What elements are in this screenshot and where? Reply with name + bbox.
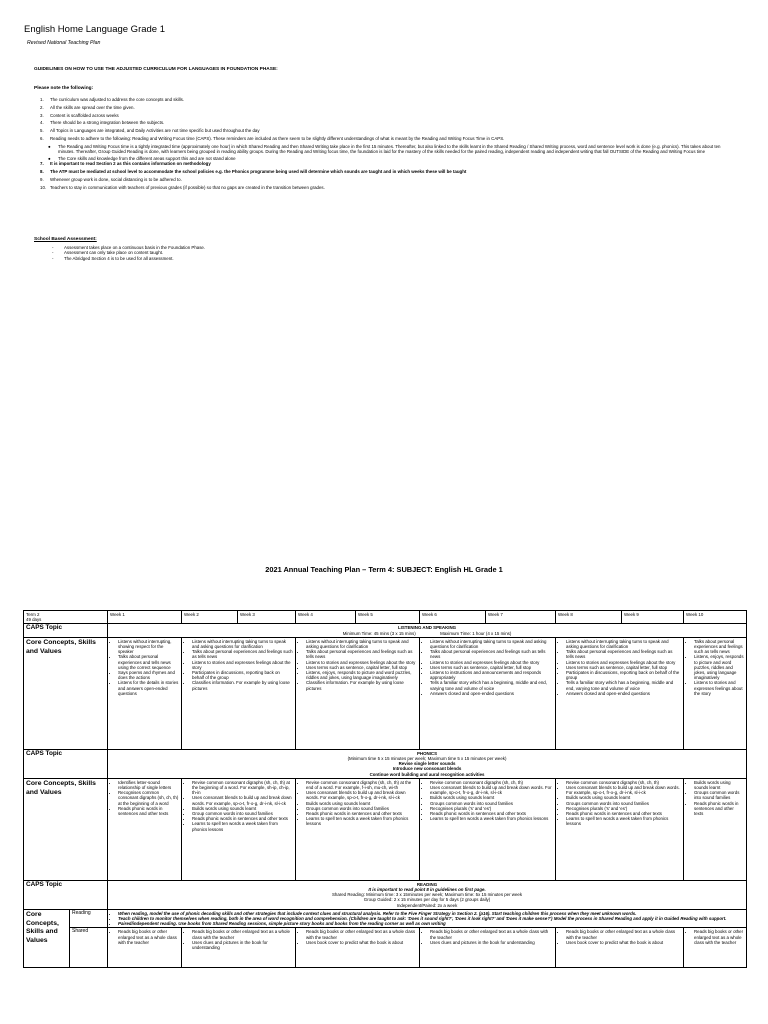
- guideline-item: 1. The curriculum was adjusted to address the core concepts and skills.: [40, 97, 184, 102]
- skill-item: • Listens without interrupting, showing respect for the speaker: [118, 639, 179, 655]
- skills-cell: [420, 637, 556, 749]
- skills-cell: [182, 928, 296, 968]
- skill-item: • Builds words using sounds learnt: [694, 780, 744, 790]
- phonics-skills-row: [24, 778, 747, 880]
- skill-item: • Builds words using sounds learnt: [306, 801, 417, 806]
- guideline-item: 7. It is important to read Section 2 as this contains information on methodology: [40, 161, 211, 167]
- skill-item: • Revise common consonant digraphs (sh, ch, th) at the beginning of a word. For example, sh-ip, ch-ip, th-in: [192, 780, 293, 796]
- skill-item: • Groups common words into sound families: [306, 806, 417, 811]
- skill-item: • Uses terms such as sentence, capital letter, full stop: [306, 665, 417, 670]
- skill-item: • Reads big books or other enlarged text as a whole class with the teacher: [694, 929, 744, 945]
- skill-item: • Listens for the details in stories and answers open-ended questions: [118, 680, 179, 696]
- skill-item: • Talks about personal experiences and feelings such as tells news: [306, 649, 417, 659]
- skill-item: • Learns to spell ten words a week taken from phonics lessons: [430, 816, 553, 821]
- week-header: Week 1: [108, 611, 182, 624]
- skills-cell: [108, 637, 182, 749]
- core-concepts-label: Core Concepts, Skills and Values: [24, 909, 70, 968]
- skills-cell: [556, 928, 684, 968]
- skill-item: • Recognises plurals ('s' and 'es'): [566, 806, 681, 811]
- skill-item: • Builds words using sounds learnt: [566, 795, 681, 800]
- guideline-item: 5. All Topics in Languages are integrated, and Daily Activities are not time specific but used throughout the day: [40, 128, 260, 134]
- skill-item: • Recognises plurals ('s' and 'es'): [430, 806, 553, 811]
- guideline-item: 10. Teachers to stay in communication with teachers of previous grades (if possible) so that no gaps are created in the transition between grades.: [40, 184, 325, 190]
- skill-item: • Revise common consonant digraphs (sh, ch, th): [430, 780, 553, 785]
- skill-item: • Builds words using sounds learnt: [430, 795, 553, 800]
- skill-item: • Groups common words into sound families: [566, 801, 681, 806]
- skills-cell: [684, 778, 747, 880]
- week-header: Week 9: [622, 611, 684, 624]
- skill-item: • Revise common consonant digraphs (sh, ch, th): [566, 780, 681, 785]
- skill-item: • Revise common consonant digraphs (sh, ch, th) at the end of a word. For example, f-i-sh, mu-ch, wi-th: [306, 780, 417, 790]
- skills-cell: [556, 778, 684, 880]
- skill-item: • Reads big books or other enlarged text as a whole class with the teacher: [192, 929, 293, 939]
- week-header: Week 3: [238, 611, 296, 624]
- skill-item: • Listens to stories and expresses feelings about the story: [694, 680, 744, 696]
- reading-notes: [108, 909, 747, 928]
- skill-item: • Reads phonic words in sentences and other texts: [694, 801, 744, 817]
- school-assessment-heading: School Based Assessment:: [34, 237, 97, 242]
- assessment-item: - The Abridged Section 4 is to be used for all assessment.: [52, 255, 174, 261]
- skill-item: • Reads phonic words in sentences and other texts: [118, 806, 179, 816]
- shared-reading-row: [24, 928, 747, 968]
- skill-item: • Listens without interrupting taking turns to speak and asking questions for clarification: [306, 639, 417, 649]
- phonics-topic-row: [24, 749, 747, 778]
- skill-item: • Talks about personal experiences and feelings such as tells news: [430, 649, 553, 659]
- skill-item: • Talks about personal experiences and feelings such as tells news: [694, 639, 744, 655]
- listening-topic: LISTENING AND SPEAKING Minimum Time: 45 mins (3 x 15 mins) Maximum Time: 1 hour (4 x 15 mins): [108, 624, 747, 637]
- skill-item: • Groups common words into sound families: [430, 801, 553, 806]
- skill-item: • Reads big books or other enlarged text as a whole class with the teacher: [566, 929, 681, 939]
- skill-item: • Uses clues and pictures in the book for understanding: [430, 940, 553, 945]
- skills-cell: [296, 928, 420, 968]
- skills-cell: [420, 928, 556, 968]
- guideline-item: 4. There should be a strong integration between the subjects.: [40, 120, 165, 126]
- skills-cell: [296, 637, 420, 749]
- reading-label: Reading: [70, 909, 108, 928]
- guidelines-heading: GUIDELINES ON HOW TO USE THE ADJUSTED CURRICULUM FOR LANGUAGES IN FOUNDATION PHASE:: [34, 67, 278, 72]
- skill-item: • Listens to stories and expresses feelings about the story: [430, 660, 553, 665]
- guideline-item: 6. Reading needs to adhere to the following: Reading and Writing Focus time (CAPS). These reminders are included as there seem to be slightly different understandings of what is meant by the Reading and Writing Focus Time in CAPS.: [40, 135, 505, 141]
- skills-cell: [684, 637, 747, 749]
- skill-item: • Listens, enjoys, responds to picture and word puzzles, riddles and jokes, using language imaginatively: [694, 654, 744, 680]
- skill-item: • Listens, enjoys, responds to picture and word puzzles, riddles and jokes, using language imaginatively: [306, 670, 417, 680]
- reading-notes-row: [24, 909, 747, 928]
- skill-item: • Learns to spell ten words a week taken from phonics lessons: [566, 816, 681, 826]
- skill-item: • Talks about personal experiences and feelings such as tells news: [192, 649, 293, 659]
- skills-cell: [108, 928, 182, 968]
- listening-skills-row: [24, 637, 747, 749]
- skill-item: • Uses book cover to predict what the book is about: [306, 940, 417, 945]
- skill-item: • Says poems and rhymes and does the actions: [118, 670, 179, 680]
- skill-item: • Listens to stories and expresses feelings about the story: [192, 660, 293, 670]
- skills-cell: [182, 778, 296, 880]
- skill-item: • Participates in discussions, reporting back on behalf of the group: [192, 670, 293, 680]
- skill-item: • Groups common words into sound families: [694, 790, 744, 800]
- core-concepts-label: Core Concepts, Skills and Values: [24, 637, 108, 749]
- skill-item: • Uses consonant blends to build up and break down words. For example, sp-o-t, fr-o-g, dr-i-nk, sl-i-ck: [306, 790, 417, 800]
- skill-item: • Reads big books or other enlarged text as a whole class with the teacher: [118, 929, 179, 945]
- skill-item: • Listens without interrupting taking turns to speak and asking questions for clarification: [430, 639, 553, 649]
- skill-item: • Answers closed and open-ended questions: [430, 691, 553, 696]
- listening-topic-row: [24, 624, 747, 637]
- shared-label: Shared: [70, 928, 108, 968]
- caps-topic-label: CAPS Topic: [24, 749, 108, 778]
- skill-item: • Uses terms such as sentence, capital letter, full stop: [566, 665, 681, 670]
- header-row: [24, 611, 747, 624]
- skills-cell: [684, 928, 747, 968]
- guideline-item: 2. All the skills are spread over the time given.: [40, 104, 135, 110]
- reading-topic-row: [24, 880, 747, 909]
- skill-item: • Tells a familiar story which has a beginning, middle and end, varying tone and volume of voice: [566, 680, 681, 690]
- skill-item: • Identifies letter-sound relationship of single letters: [118, 780, 179, 790]
- skill-item: • Group common words into sound families: [192, 811, 293, 816]
- skill-item: • Uses consonant blends to build up and break down words. For example, sp-o-t, fr-o-g, dr-i-nk, sl-i-ck: [192, 795, 293, 805]
- week-header: Week 4: [296, 611, 356, 624]
- school-assessment-list: [52, 245, 205, 261]
- skill-item: • Reads phonic words in sentences and other texts: [430, 811, 553, 816]
- week-header: Week 7: [486, 611, 556, 624]
- skill-item: • Recognises common consonant digraphs (sh, ch, th) at the beginning of a word: [118, 790, 179, 806]
- skills-cell: [108, 778, 182, 880]
- skill-item: • When reading, model the use of phonic decoding skills and other strategies that include context clues and structural analysis. Refer to the Five Finger Strategy in Section 2. (p16). Start teaching children this process when they meet unknown words.: [118, 911, 744, 916]
- guideline-sub-bullet: ● The Core skills and knowledge from the different areas support this and are not stand alone: [48, 155, 236, 161]
- guideline-sub-bullet: ● The Reading and Writing Focus time is a tightly integrated time (approximately one hour) in which Shared Reading and then Shared Writing take place in the first 15 minutes. Thereafter, but also linked to the skills learnt in the Shared Reading / Shared Writing process, word and sentence level work is done (e.g. phonics). This takes about ten minutes. Thereafter, Group Guided Reading is done, with learners being grouped in reading ability groups. During the Reading and Writing focus time, the foundation is laid for the mastery of the skills needed for the paired reading, independent reading and independent writing that fall OUTSIDE of the Reading and Writing Focus time: [48, 143, 721, 155]
- skills-cell: [420, 778, 556, 880]
- skill-item: • Builds words using sounds learnt: [192, 806, 293, 811]
- reading-topic: READING It is important to read point 8 in guidelines on first page. Shared Reading: Minimum time: 3 x 15minutes per week; Maximum time: 5x 15 minutes per week Group Guided: 2 x 15 minutes per day for 5 days (2 groups daily) Independent/Paired: 2x a week: [108, 880, 747, 909]
- phonics-topic: PHONICS (Minimum time 5 x 15 minutes per week; Maximum time 5 x 15 minutes per week) Revise single letter sounds Introduce new consonant blends Continue word building and aural recognition activities: [108, 749, 747, 778]
- skill-item: • Reads big books or other enlarged text as a whole class with the teacher: [430, 929, 553, 939]
- skills-cell: [296, 778, 420, 880]
- skill-item: • Participates in discussions, reporting back on behalf of the group: [566, 670, 681, 680]
- week-header: Week 10: [684, 611, 747, 624]
- document-title: English Home Language Grade 1: [24, 24, 166, 35]
- note-heading: Please note the following:: [34, 86, 94, 91]
- skill-item: • Reads phonic words in sentences and other texts: [306, 811, 417, 816]
- skills-cell: [556, 637, 684, 749]
- skill-item: • Reads phonic words in sentences and other texts: [566, 811, 681, 816]
- skill-item: • Listens to stories and expresses feelings about the story: [306, 660, 417, 665]
- caps-topic-label: CAPS Topic: [24, 624, 108, 637]
- week-header: Week 8: [556, 611, 622, 624]
- skill-item: • Teach children to monitor themselves when reading, both in the area of word recognition and comprehension. (Children are taught to ask: 'Does it sound right?', 'Does it look right?' and 'Does it make sense?') Model the process in Shared Reading and apply it in Guided Reading with support.: [118, 916, 744, 921]
- skill-item: • Learns to spell ten words a week taken from phonics lessons: [306, 816, 417, 826]
- skill-item: • Reads big books or other enlarged text as a whole class with the teacher: [306, 929, 417, 939]
- week-header: Week 5: [356, 611, 420, 624]
- skill-item: • Classifies information. For example by using loose pictures: [192, 680, 293, 690]
- skill-item: • Reads phonic words in sentences and other texts: [192, 816, 293, 821]
- guideline-item: 8. The ATP must be mediated at school level to accommodate the school policies e.g. the Phonics programme being used will determine which sounds are taught and in which weeks these will be taught: [40, 169, 467, 175]
- skill-item: • Learns to spell ten words a week taken from phonics lessons: [192, 821, 293, 831]
- teaching-plan-table: [23, 610, 747, 968]
- skill-item: • Classifies information. For example by using loose pictures: [306, 680, 417, 690]
- guideline-item: 9. Whenever group work is done, social distancing is to be adhered to.: [40, 177, 182, 183]
- skill-item: • Uses consonant blends to build up and break down words. For example, sp-o-t, fr-o-g, dr-i-nk, sl-i-ck: [566, 785, 681, 795]
- skill-item: • Listens to stories and expresses feelings about the story: [566, 660, 681, 665]
- skill-item: • Uses book cover to predict what the book is about: [566, 940, 681, 945]
- skill-item: • Talks about personal experiences and tells news using the correct sequence: [118, 654, 179, 670]
- term-cell: Term 2 49 days: [24, 611, 108, 624]
- skill-item: • Talks about personal experiences and feelings such as tells news: [566, 649, 681, 659]
- skill-item: • Paired/independent reading. Use books from Shared Reading sessions, simple picture story books and books from the reading corner as well as own writing: [118, 921, 744, 926]
- week-header: Week 6: [420, 611, 486, 624]
- caps-topic-label: CAPS Topic: [24, 880, 108, 909]
- skills-cell: [182, 637, 296, 749]
- assessment-item: - Assessment can only take place on content taught.: [52, 250, 164, 256]
- skill-item: • Answers closed and open-ended questions: [566, 691, 681, 696]
- week-header: Week 2: [182, 611, 238, 624]
- skill-item: • Listens without interrupting taking turns to speak and asking questions for clarification: [192, 639, 293, 649]
- document-subtitle: Revised National Teaching Plan: [27, 40, 101, 46]
- skill-item: • Uses consonant blends to build up and break down words. For example, sp-o-t, fr-o-g, dr-i-nk, sl-i-ck: [430, 785, 553, 795]
- assessment-item: - Assessment takes place on a continuous basis in the Foundation Phase.: [52, 245, 206, 250]
- skill-item: • Listens without interrupting taking turns to speak and asking questions for clarification: [566, 639, 681, 649]
- skill-item: • Uses terms such as sentence, capital letter, full stop: [430, 665, 553, 670]
- guidelines-list: [40, 97, 730, 193]
- skill-item: • Listens to instructions and announcements and responds appropriately: [430, 670, 553, 680]
- skill-item: • Uses clues and pictures in the book for understanding: [192, 940, 293, 950]
- core-concepts-label: Core Concepts, Skills and Values: [24, 778, 108, 880]
- guideline-item: 3. Content is scaffolded across weeks: [40, 112, 119, 118]
- plan-title: 2021 Annual Teaching Plan – Term 4: SUBJECT: English HL Grade 1: [265, 565, 503, 574]
- skill-item: • Tells a familiar story which has a beginning, middle and end, varying tone and volume of voice: [430, 680, 553, 690]
